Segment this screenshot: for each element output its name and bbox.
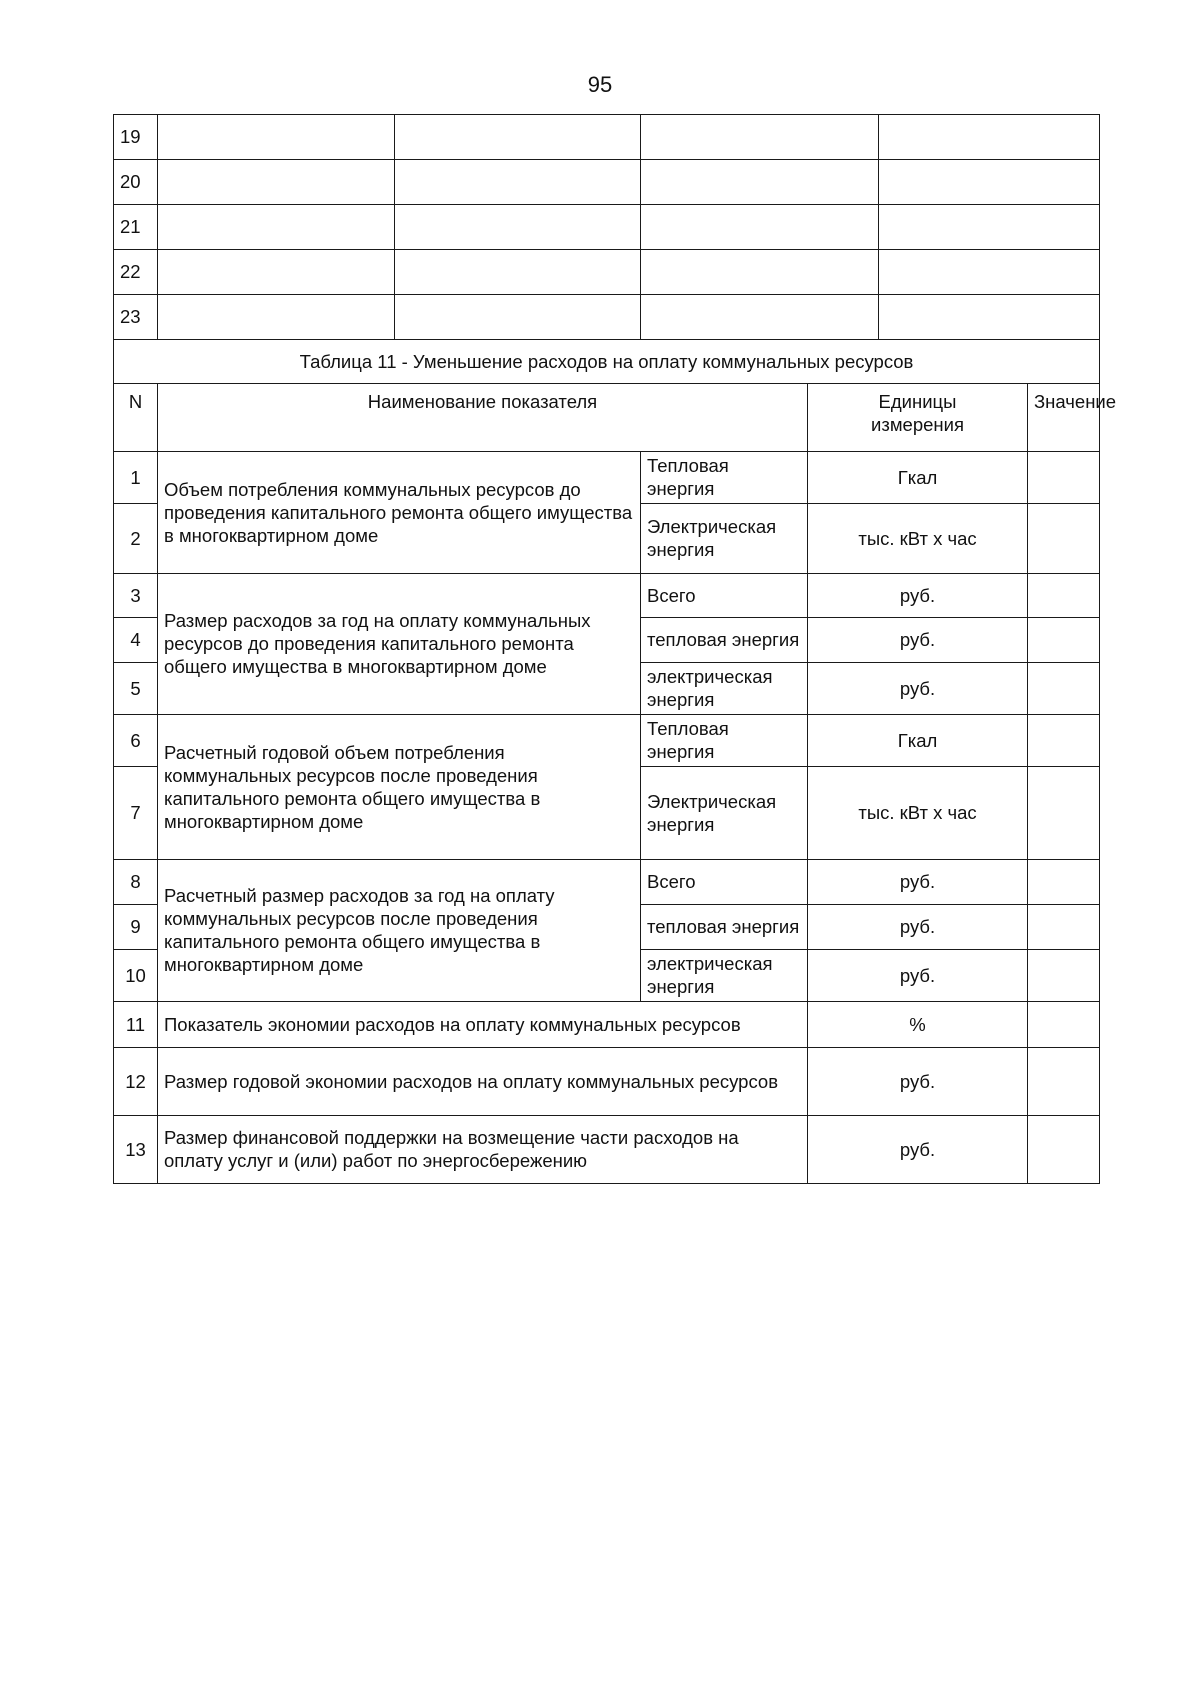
row-number: 23 <box>114 295 158 340</box>
table-row <box>114 452 1100 504</box>
table-caption-row <box>114 340 1100 384</box>
indicator-label: Размер годовой экономии расходов на оплату коммунальных ресурсов <box>158 1048 808 1116</box>
indicator-label: Показатель экономии расходов на оплату коммунальных ресурсов <box>158 1002 808 1048</box>
unit-cell: Гкал <box>808 452 1028 504</box>
empty-cell <box>641 295 879 340</box>
empty-cell <box>879 205 1100 250</box>
unit-cell: руб. <box>808 574 1028 618</box>
header-value: Значение <box>1028 384 1100 452</box>
table-row <box>114 1048 1100 1116</box>
row-number: 1 <box>114 452 158 504</box>
indicator-subtype: Всего <box>641 574 808 618</box>
row-number: 3 <box>114 574 158 618</box>
value-cell <box>1028 618 1100 663</box>
row-number: 13 <box>114 1116 158 1184</box>
header-units: Единицы измерения <box>808 384 1028 452</box>
indicator-label: Объем потребления коммунальных ресурсов до проведения капитального ремонта общего имущества в многоквартирном доме <box>158 452 641 574</box>
unit-cell: Гкал <box>808 715 1028 767</box>
table-row <box>114 1116 1100 1184</box>
row-number: 4 <box>114 618 158 663</box>
unit-cell: руб. <box>808 663 1028 715</box>
value-cell <box>1028 504 1100 574</box>
value-cell <box>1028 715 1100 767</box>
row-number: 6 <box>114 715 158 767</box>
indicator-subtype: Тепловая энергия <box>641 715 808 767</box>
table-row <box>114 295 1100 340</box>
row-number: 7 <box>114 767 158 860</box>
empty-cell <box>158 250 395 295</box>
unit-cell: % <box>808 1002 1028 1048</box>
value-cell <box>1028 767 1100 860</box>
unit-cell: руб. <box>808 1116 1028 1184</box>
row-number: 8 <box>114 860 158 905</box>
row-number: 22 <box>114 250 158 295</box>
indicator-label: Размер финансовой поддержки на возмещение части расходов на оплату услуг и (или) работ по энергосбережению <box>158 1116 808 1184</box>
indicator-subtype: Всего <box>641 860 808 905</box>
indicator-subtype: Электрическая энергия <box>641 504 808 574</box>
indicator-subtype: Электрическая энергия <box>641 767 808 860</box>
value-cell <box>1028 1002 1100 1048</box>
value-cell <box>1028 1116 1100 1184</box>
row-number: 9 <box>114 905 158 950</box>
value-cell <box>1028 574 1100 618</box>
indicator-subtype: Тепловая энергия <box>641 452 808 504</box>
table-row <box>114 250 1100 295</box>
unit-cell: руб. <box>808 905 1028 950</box>
page-number: 95 <box>587 72 613 97</box>
value-cell <box>1028 905 1100 950</box>
indicator-subtype: тепловая энергия <box>641 905 808 950</box>
value-cell <box>1028 860 1100 905</box>
empty-cell <box>395 295 641 340</box>
empty-cell <box>641 160 879 205</box>
unit-cell: тыс. кВт x час <box>808 767 1028 860</box>
unit-cell: руб. <box>808 1048 1028 1116</box>
table-row <box>114 715 1100 767</box>
unit-cell: руб. <box>808 860 1028 905</box>
unit-cell: руб. <box>808 950 1028 1002</box>
empty-cell <box>158 160 395 205</box>
indicator-subtype: электрическая энергия <box>641 663 808 715</box>
empty-cell <box>641 205 879 250</box>
row-number: 5 <box>114 663 158 715</box>
empty-cell <box>641 250 879 295</box>
empty-cell <box>158 295 395 340</box>
value-cell <box>1028 452 1100 504</box>
header-n: N <box>114 384 158 452</box>
indicator-subtype: тепловая энергия <box>641 618 808 663</box>
document-table <box>113 114 1117 1184</box>
value-cell <box>1028 663 1100 715</box>
row-number: 21 <box>114 205 158 250</box>
row-number: 12 <box>114 1048 158 1116</box>
empty-cell <box>395 205 641 250</box>
row-number: 2 <box>114 504 158 574</box>
empty-cell <box>158 205 395 250</box>
table-caption: Таблица 11 - Уменьшение расходов на оплату коммунальных ресурсов <box>114 340 1100 384</box>
empty-cell <box>641 115 879 160</box>
row-number: 20 <box>114 160 158 205</box>
indicator-label: Размер расходов за год на оплату коммунальных ресурсов до проведения капитального ремонта общего имущества в многоквартирном доме <box>158 574 641 715</box>
indicator-label: Расчетный размер расходов за год на оплату коммунальных ресурсов после проведения капитального ремонта общего имущества в многоквартирном доме <box>158 860 641 1002</box>
empty-cell <box>395 115 641 160</box>
empty-cell <box>879 160 1100 205</box>
empty-cell <box>879 295 1100 340</box>
row-number: 19 <box>114 115 158 160</box>
value-cell <box>1028 1048 1100 1116</box>
row-number: 11 <box>114 1002 158 1048</box>
empty-cell <box>879 250 1100 295</box>
empty-cell <box>395 160 641 205</box>
unit-cell: руб. <box>808 618 1028 663</box>
indicator-label: Расчетный годовой объем потребления коммунальных ресурсов после проведения капитального ремонта общего имущества в многоквартирном доме <box>158 715 641 860</box>
table-header-row <box>114 384 1100 452</box>
value-cell <box>1028 950 1100 1002</box>
empty-cell <box>879 115 1100 160</box>
indicator-subtype: электрическая энергия <box>641 950 808 1002</box>
table-row <box>114 115 1100 160</box>
table-row <box>114 1002 1100 1048</box>
row-number: 10 <box>114 950 158 1002</box>
table-row <box>114 205 1100 250</box>
empty-cell <box>395 250 641 295</box>
table-row <box>114 574 1100 618</box>
header-name: Наименование показателя <box>158 384 808 452</box>
table-row <box>114 160 1100 205</box>
table-row <box>114 860 1100 905</box>
empty-cell <box>158 115 395 160</box>
unit-cell: тыс. кВт x час <box>808 504 1028 574</box>
